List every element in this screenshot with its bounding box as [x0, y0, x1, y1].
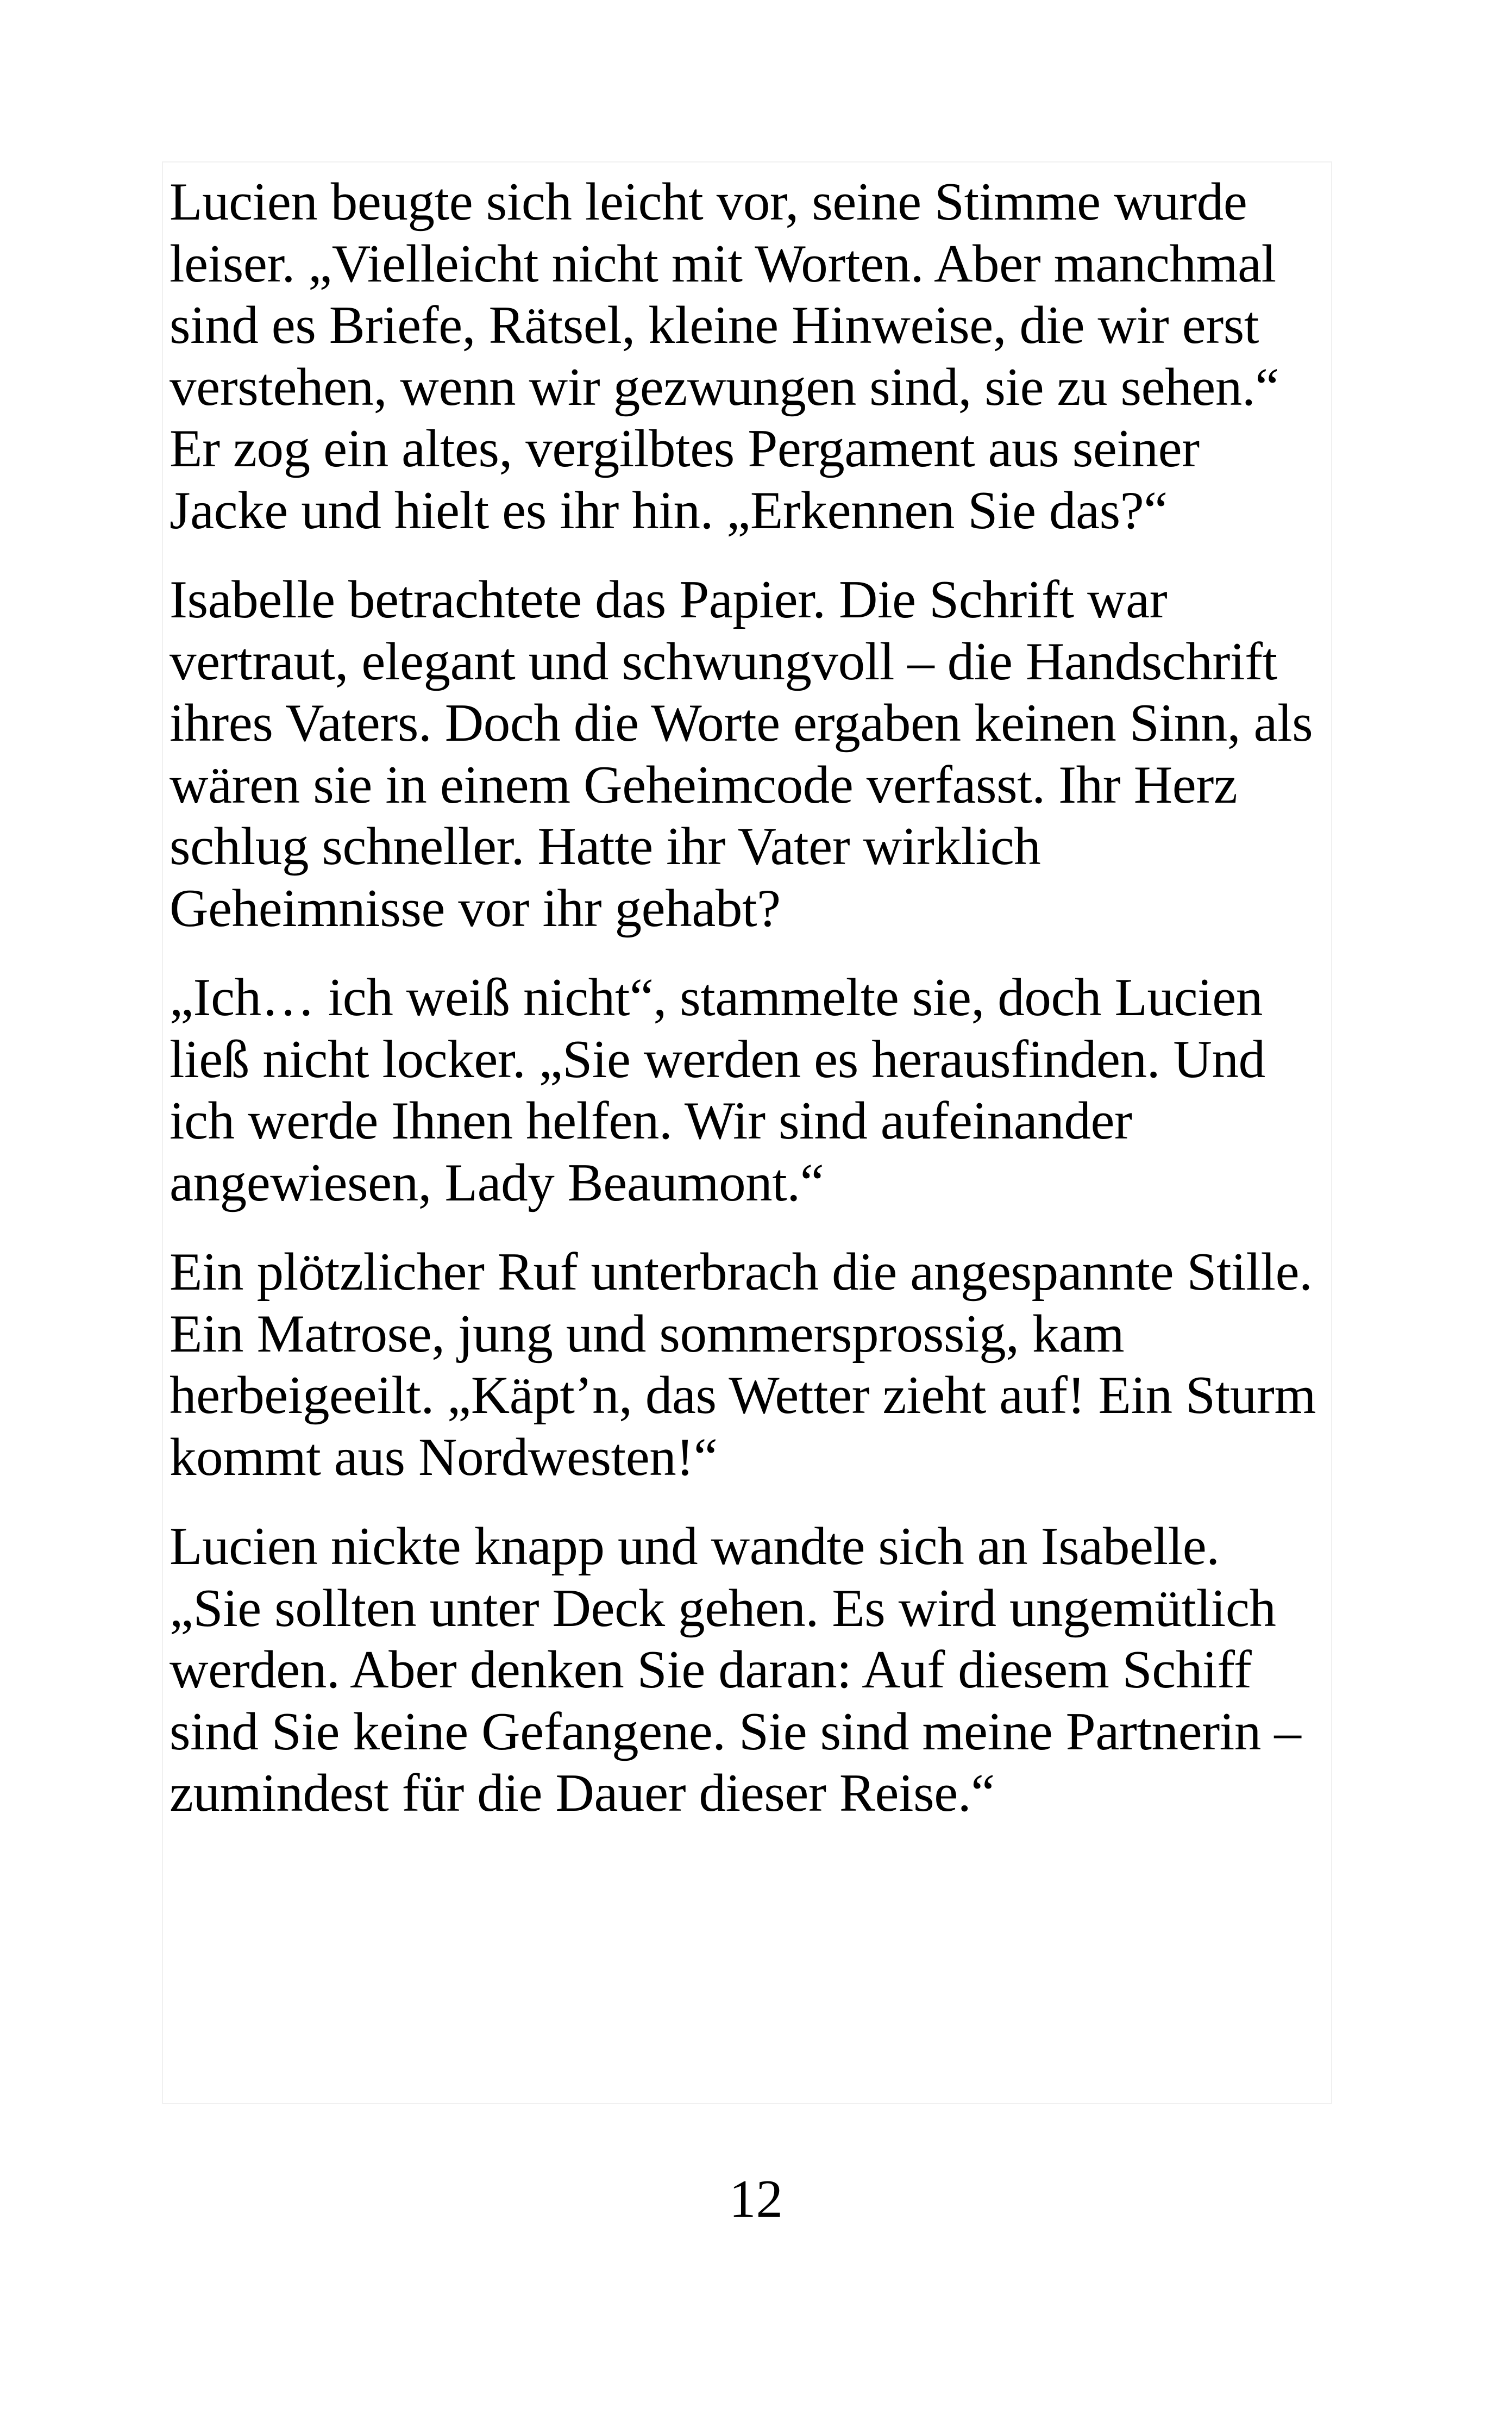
text-line: Jacke und hielt es ihr hin. „Erkennen Sie das?“ — [170, 480, 1168, 540]
text-line: sind Sie keine Gefangene. Sie sind meine Partnerin – — [170, 1702, 1301, 1761]
text-line: Ein Matrose, jung und sommersprossig, kam — [170, 1304, 1125, 1364]
paragraph-4 — [170, 1241, 1354, 1488]
page-number: 12 — [729, 2169, 783, 2229]
text-line: zumindest für die Dauer dieser Reise.“ — [170, 1763, 995, 1823]
text-line: „Sie sollten unter Deck gehen. Es wird ungemütlich — [170, 1578, 1276, 1638]
text-line: Lucien nickte knapp und wandte sich an Isabelle. — [170, 1517, 1220, 1576]
body-text — [170, 171, 1354, 1852]
text-line: angewiesen, Lady Beaumont.“ — [170, 1153, 824, 1212]
text-line: wären sie in einem Geheimcode verfasst. Ihr Herz — [170, 755, 1238, 815]
text-line: kommt aus Nordwesten!“ — [170, 1427, 718, 1487]
text-line: „Ich… ich weiß nicht“, stammelte sie, doch Lucien — [170, 968, 1263, 1027]
text-line: ließ nicht locker. „Sie werden es herausfinden. Und — [170, 1029, 1265, 1089]
paragraph-3 — [170, 967, 1354, 1214]
text-line: ihres Vaters. Doch die Worte ergaben keinen Sinn, als — [170, 693, 1313, 753]
text-line: Isabelle betrachtete das Papier. Die Schrift war — [170, 570, 1168, 629]
text-line: Ein plötzlicher Ruf unterbrach die angespannte Stille. — [170, 1242, 1313, 1302]
text-line: Geheimnisse vor ihr gehabt? — [170, 878, 781, 938]
text-line: sind es Briefe, Rätsel, kleine Hinweise, die wir erst — [170, 296, 1259, 355]
text-line: werden. Aber denken Sie daran: Auf diesem Schiff — [170, 1640, 1252, 1699]
paragraph-1 — [170, 171, 1354, 541]
paragraph-2 — [170, 569, 1354, 939]
text-line: verstehen, wenn wir gezwungen sind, sie zu sehen.“ — [170, 357, 1279, 417]
text-line: schlug schneller. Hatte ihr Vater wirklich — [170, 817, 1041, 876]
text-line: ich werde Ihnen helfen. Wir sind aufeinander — [170, 1091, 1132, 1150]
paragraph-5 — [170, 1516, 1354, 1824]
text-line: Er zog ein altes, vergilbtes Pergament aus seiner — [170, 419, 1200, 478]
text-line: vertraut, elegant und schwungvoll – die Handschrift — [170, 631, 1277, 691]
text-line: Lucien beugte sich leicht vor, seine Stimme wurde — [170, 172, 1247, 232]
text-line: herbeigeeilt. „Käpt’n, das Wetter zieht auf! Ein Sturm — [170, 1366, 1316, 1425]
text-line: leiser. „Vielleicht nicht mit Worten. Aber manchmal — [170, 234, 1276, 293]
